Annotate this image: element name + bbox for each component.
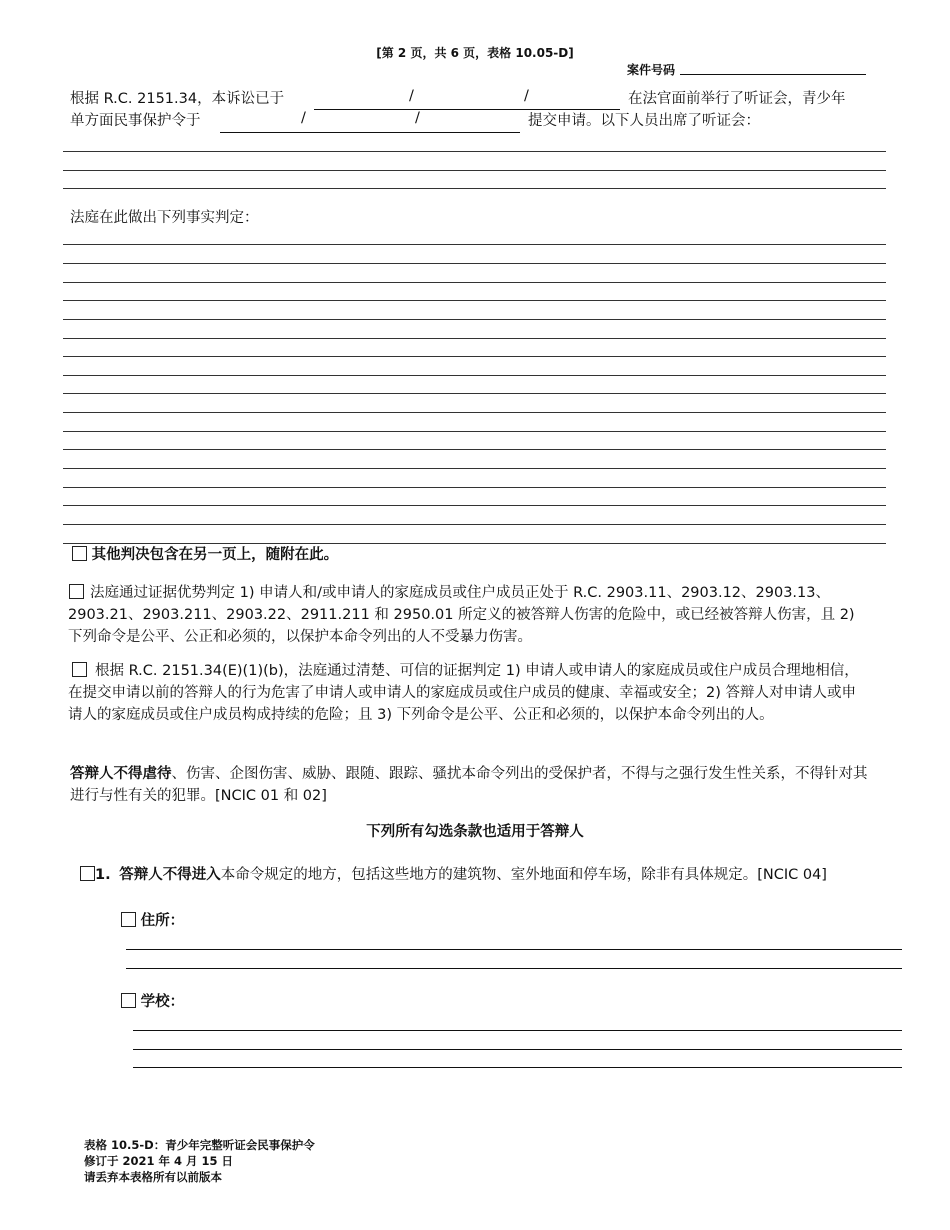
footer-revision: 修订于 2021 年 4 月 15 日 bbox=[84, 1154, 234, 1168]
residence-line[interactable] bbox=[126, 949, 902, 950]
filing-date-field[interactable] bbox=[220, 132, 520, 133]
clear-evidence-text: 根据 R.C. 2151.34(E)(1)(b)，法庭通过清楚、可信的证据判定 1) 申请人或申请人的家庭成员或住户成员合理地相信，在提交申请以前的答辩人的行为危害了申请人或申请人的家庭成员或住户成员的健康、幸福或安全；2) 答辩人对申请人或申请人的家庭成员或住户成员构成持续的危险；且 3) 下列命令是公平、公正和必须的，以保护本命令列出的人。 bbox=[68, 663, 859, 723]
item1-checkbox[interactable] bbox=[80, 866, 95, 881]
item1-number: 1. bbox=[95, 867, 111, 883]
attendee-line[interactable] bbox=[63, 151, 886, 152]
case-number-field[interactable] bbox=[680, 74, 866, 75]
school-line[interactable] bbox=[133, 1030, 902, 1031]
section-title: 下列所有勾选条款也适用于答辩人 bbox=[366, 824, 584, 840]
case-number-label: 案件号码 bbox=[627, 63, 676, 77]
school-line[interactable] bbox=[133, 1067, 902, 1068]
item1-bold: 答辩人不得进入 bbox=[119, 867, 221, 883]
attendee-line[interactable] bbox=[63, 170, 886, 171]
hearing-line1-after: 在法官面前举行了听证会，青少年 bbox=[628, 91, 846, 107]
footer-form-title: 表格 10.5-D：青少年完整听证会民事保护令 bbox=[84, 1138, 315, 1152]
item1-text: 本命令规定的地方，包括这些地方的建筑物、室外地面和停车场，除非有具体规定。[NCIC 04] bbox=[220, 867, 827, 883]
school-line[interactable] bbox=[133, 1049, 902, 1050]
preponderance-checkbox[interactable] bbox=[69, 584, 84, 599]
preponderance-text: 法庭通过证据优势判定 1) 申请人和/或申请人的家庭成员或住户成员正处于 R.C. 2903.11、2903.12、2903.13、2903.21、2903.211、2903.22、2911.211 和 2950.01 所定义的被答辩人伤害的危险中，或已经被答辩人伤害，且 2) 下列命令是公平、公正和必须的，以保护本命令列出的人不受暴力伤害。 bbox=[68, 585, 855, 645]
residence-line[interactable] bbox=[126, 968, 902, 969]
date-slash-1: / bbox=[409, 88, 414, 104]
residence-label: 住所： bbox=[140, 913, 185, 929]
footer bbox=[84, 1137, 315, 1185]
school-checkbox[interactable] bbox=[121, 993, 136, 1008]
other-findings-label: 其他判决包含在另一页上，随附在此。 bbox=[91, 547, 339, 563]
clear-evidence-checkbox[interactable] bbox=[72, 662, 87, 677]
findings-label: 法庭在此做出下列事实判定： bbox=[70, 210, 259, 226]
residence-checkbox[interactable] bbox=[121, 912, 136, 927]
no-abuse-text: 、伤害、企图伤害、威胁、跟随、跟踪、骚扰本命令列出的受保护者，不得与之强行发生性关系，不得针对其进行与性有关的犯罪。[NCIC 01 和 02] bbox=[70, 766, 868, 804]
footer-discard-note: 请丢弃本表格所有以前版本 bbox=[84, 1170, 222, 1184]
hearing-line2-before: 单方面民事保护令于 bbox=[70, 113, 201, 129]
page-header: [第 2 页，共 6 页，表格 10.05-D] bbox=[376, 46, 574, 60]
date-slash-2: / bbox=[524, 88, 529, 104]
date-slash-4: / bbox=[415, 110, 420, 126]
school-label: 学校： bbox=[140, 994, 185, 1010]
date-slash-3: / bbox=[301, 110, 306, 126]
no-abuse-bold: 答辩人不得虐待 bbox=[70, 766, 172, 782]
other-findings-checkbox[interactable] bbox=[72, 546, 87, 561]
hearing-line1-before: 根据 R.C. 2151.34，本诉讼已于 bbox=[70, 91, 285, 107]
hearing-line2-after: 提交申请。以下人员出席了听证会： bbox=[528, 113, 760, 129]
attendee-line[interactable] bbox=[63, 188, 886, 189]
